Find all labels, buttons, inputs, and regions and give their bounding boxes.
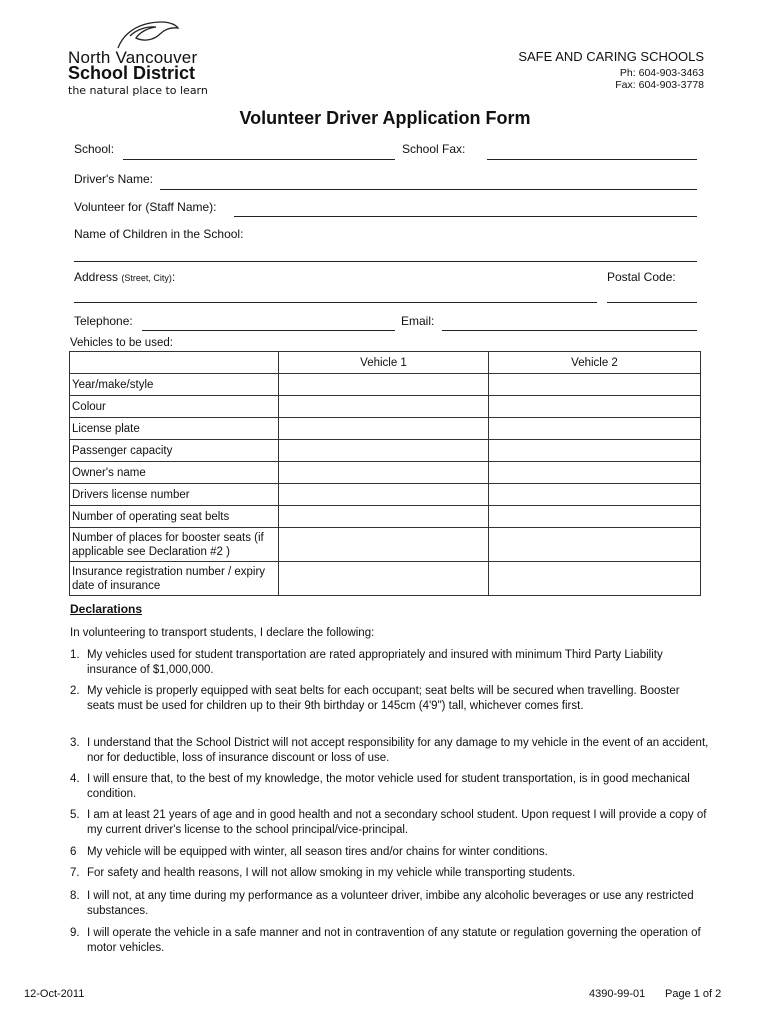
vehicle-2-cell[interactable]	[489, 440, 701, 462]
declaration-number: 2.	[70, 685, 80, 697]
declaration-text: I understand that the School District will not accept responsibility for any damage to my vehicle in the event of an accident, nor for deductible, loss of insurance discount or loss of use.	[87, 737, 709, 764]
vehicle-1-cell[interactable]	[279, 440, 489, 462]
address-field[interactable]	[74, 302, 597, 303]
declaration-item	[70, 866, 710, 881]
footer-form-code: 4390-99-01	[589, 988, 646, 1000]
declaration-number: 4.	[70, 773, 80, 785]
postal-code-field[interactable]	[607, 302, 697, 303]
school-fax-field[interactable]	[487, 159, 697, 160]
postal-code-label: Postal Code:	[607, 270, 676, 284]
vehicle-1-cell[interactable]	[279, 528, 489, 562]
table-corner-cell	[70, 352, 279, 374]
table-header-row	[70, 352, 701, 374]
footer-page-number: Page 1 of 2	[665, 988, 722, 1000]
table-row	[70, 506, 701, 528]
children-label: Name of Children in the School:	[74, 227, 244, 241]
form-title: Volunteer Driver Application Form	[239, 108, 531, 128]
table-row	[70, 562, 701, 596]
row-label: Number of operating seat belts	[70, 506, 279, 528]
vehicle-2-cell[interactable]	[489, 528, 701, 562]
vehicle-1-cell[interactable]	[279, 506, 489, 528]
declaration-item	[70, 845, 710, 860]
row-label: License plate	[70, 418, 279, 440]
vehicle-1-cell[interactable]	[279, 418, 489, 440]
table-row	[70, 418, 701, 440]
table-row	[70, 374, 701, 396]
declaration-item	[70, 684, 710, 714]
declaration-text: I am at least 21 years of age and in good health and not a secondary school student. Upon request I will provide a copy of my current driver's license to the school principal/vice-principal.	[87, 809, 707, 836]
vehicle-2-cell[interactable]	[489, 418, 701, 440]
declaration-number: 7.	[70, 867, 80, 879]
declaration-number: 6	[70, 846, 77, 858]
department-fax: Fax: 604-903-3778	[615, 79, 704, 91]
table-row	[70, 462, 701, 484]
row-label: Insurance registration number / expiry date of insurance	[70, 562, 279, 596]
declaration-text: I will ensure that, to the best of my knowledge, the motor vehicle used for student transportation, is in good mechanical condition.	[87, 773, 690, 800]
vehicle-2-header: Vehicle 2	[489, 352, 701, 374]
vehicle-2-cell[interactable]	[489, 462, 701, 484]
declaration-item	[70, 808, 710, 838]
telephone-label: Telephone:	[74, 314, 133, 328]
logo-tagline: the natural place to learn	[68, 84, 208, 97]
declaration-number: 8.	[70, 890, 80, 902]
vehicle-1-cell[interactable]	[279, 396, 489, 418]
vehicle-2-cell[interactable]	[489, 374, 701, 396]
vehicle-2-cell[interactable]	[489, 562, 701, 596]
declaration-number: 5.	[70, 809, 80, 821]
vehicles-caption: Vehicles to be used:	[70, 337, 173, 349]
telephone-field[interactable]	[142, 330, 395, 331]
email-label: Email:	[401, 314, 435, 328]
logo-text-school-district: School District	[68, 63, 196, 83]
declarations-heading: Declarations	[70, 602, 143, 616]
volunteer-for-label: Volunteer for (Staff Name):	[74, 200, 217, 214]
vehicle-1-cell[interactable]	[279, 562, 489, 596]
row-label: Colour	[70, 396, 279, 418]
table-row	[70, 396, 701, 418]
footer-date: 12-Oct-2011	[24, 988, 85, 1000]
declaration-text: My vehicle will be equipped with winter, all season tires and/or chains for winter conditions.	[87, 846, 548, 858]
declaration-text: I will operate the vehicle in a safe manner and not in contravention of any statute or regulation governing the operation of motor vehicles.	[87, 927, 701, 954]
address-hint: (Street, City)	[121, 273, 172, 283]
email-field[interactable]	[442, 330, 697, 331]
department-name: SAFE AND CARING SCHOOLS	[518, 49, 704, 64]
row-label: Year/make/style	[70, 374, 279, 396]
table-row	[70, 440, 701, 462]
declaration-item	[70, 648, 710, 678]
declarations-intro: In volunteering to transport students, I declare the following:	[70, 627, 375, 639]
declaration-number: 3.	[70, 737, 80, 749]
vehicle-2-cell[interactable]	[489, 506, 701, 528]
declaration-text: My vehicles used for student transportation are rated appropriately and insured with minimum Third Party Liability insurance of $1,000,000.	[87, 649, 663, 676]
declaration-text: My vehicle is properly equipped with seat belts for each occupant; seat belts will be secured when travelling. Booster seats must be used for children up to their 9th birthday or 145cm (4'9") tall, whichever comes first.	[87, 685, 680, 712]
children-field[interactable]	[74, 261, 697, 262]
declaration-item	[70, 736, 710, 766]
row-label: Drivers license number	[70, 484, 279, 506]
vehicle-2-cell[interactable]	[489, 396, 701, 418]
vehicle-2-cell[interactable]	[489, 484, 701, 506]
drivers-name-label: Driver's Name:	[74, 172, 153, 186]
school-label: School:	[74, 142, 115, 156]
declaration-number: 9.	[70, 927, 80, 939]
logo-text-north-vancouver: North Vancouver	[68, 48, 198, 67]
table-row	[70, 528, 701, 562]
vehicles-table	[69, 351, 701, 596]
department-phone: Ph: 604-903-3463	[619, 67, 704, 79]
vehicle-1-cell[interactable]	[279, 484, 489, 506]
drivers-name-field[interactable]	[160, 189, 697, 190]
declaration-item	[70, 926, 710, 956]
vehicle-1-header: Vehicle 1	[279, 352, 489, 374]
school-fax-label: School Fax:	[402, 142, 466, 156]
declaration-text: I will not, at any time during my performance as a volunteer driver, imbibe any alcoholic beverages or use any restricted substances.	[87, 890, 694, 917]
declaration-text: For safety and health reasons, I will not allow smoking in my vehicle while transporting students.	[87, 867, 576, 879]
declaration-number: 1.	[70, 649, 80, 661]
address-label: Address (Street, City):	[74, 270, 176, 284]
table-row	[70, 484, 701, 506]
vehicle-1-cell[interactable]	[279, 374, 489, 396]
leaf-logo-icon	[100, 18, 180, 50]
row-label: Owner's name	[70, 462, 279, 484]
volunteer-for-field[interactable]	[234, 216, 697, 217]
row-label: Passenger capacity	[70, 440, 279, 462]
school-field[interactable]	[123, 159, 395, 160]
declaration-item	[70, 889, 710, 919]
vehicle-1-cell[interactable]	[279, 462, 489, 484]
declaration-item	[70, 772, 710, 802]
row-label: Number of places for booster seats (if applicable see Declaration #2 )	[70, 528, 279, 562]
